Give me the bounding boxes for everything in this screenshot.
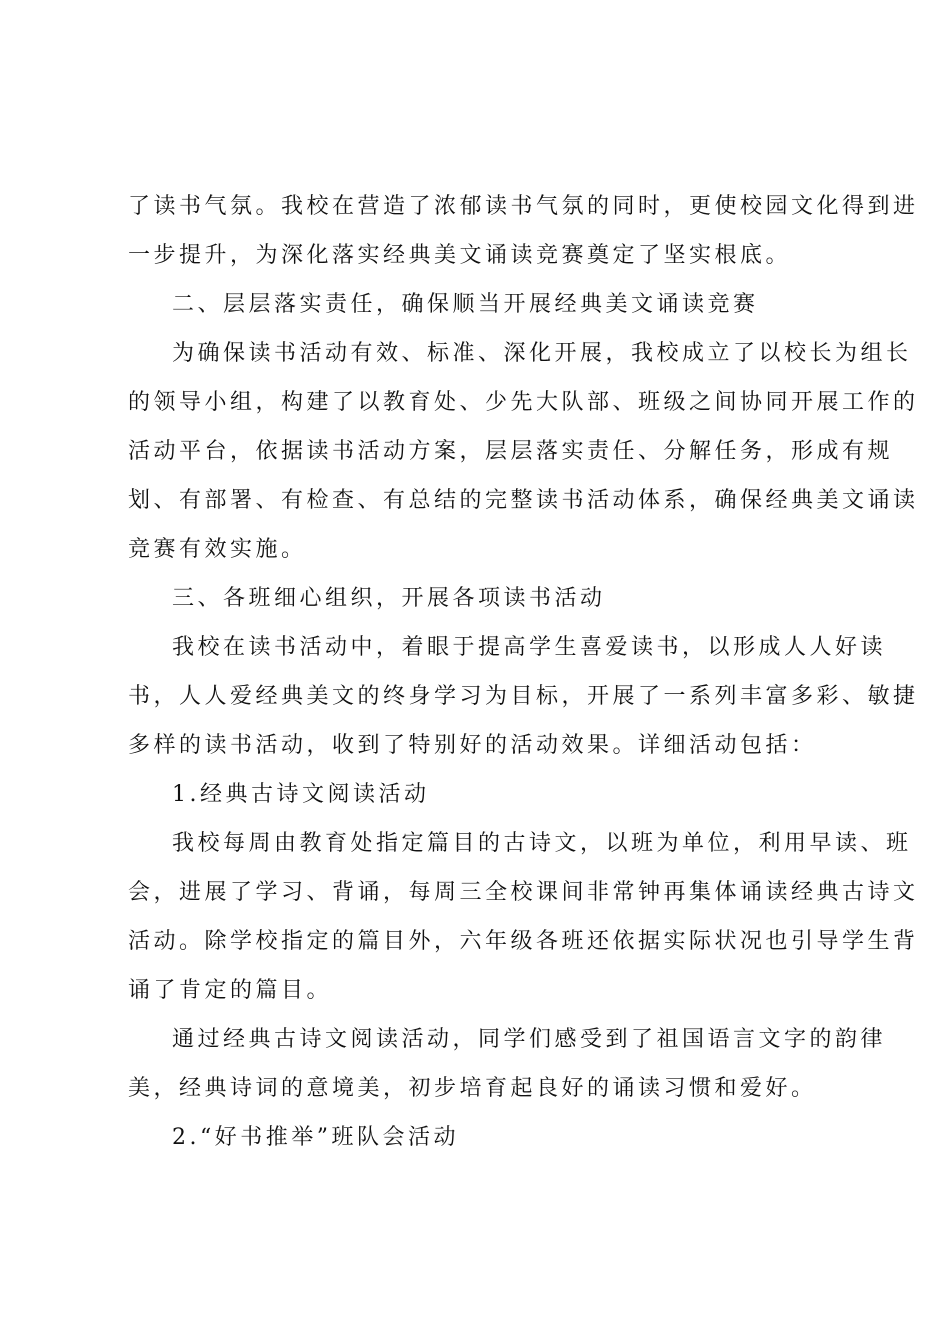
paragraph-line: 了读书气氛。我校在营造了浓郁读书气氛的同时，更使校园文化得到进 xyxy=(128,194,919,219)
paragraph-line: 通过经典古诗文阅读活动，同学们感受到了祖国语言文字的韵律 xyxy=(172,1027,887,1052)
paragraph-line: 美，经典诗词的意境美，初步培育起良好的诵读习惯和爱好。 xyxy=(128,1076,817,1101)
paragraph-line: 的领导小组，构建了以教育处、少先大队部、班级之间协同开展工作的 xyxy=(128,390,919,415)
subsection-heading-1: 1.经典古诗文阅读活动 xyxy=(172,782,430,807)
paragraph-line: 会，进展了学习、背诵，每周三全校课间非常钟再集体诵读经典古诗文 xyxy=(128,880,919,905)
paragraph-line: 我校每周由教育处指定篇目的古诗文，以班为单位，利用早读、班 xyxy=(172,831,912,856)
paragraph-line: 一步提升，为深化落实经典美文诵读竞赛奠定了坚实根底。 xyxy=(128,243,792,268)
paragraph-line: 我校在读书活动中，着眼于提高学生喜爱读书，以形成人人好读 xyxy=(172,635,887,660)
paragraph-line: 活动。除学校指定的篇目外，六年级各班还依据实际状况也引导学生背 xyxy=(128,929,919,954)
paragraph-line: 为确保读书活动有效、标准、深化开展，我校成立了以校长为组长 xyxy=(172,341,912,366)
section-heading-2: 二、层层落实责任，确保顺当开展经典美文诵读竞赛 xyxy=(172,292,759,317)
paragraph-line: 划、有部署、有检查、有总结的完整读书活动体系，确保经典美文诵读 xyxy=(128,488,919,513)
paragraph-line: 诵了肯定的篇目。 xyxy=(128,978,333,1003)
section-heading-3: 三、各班细心组织，开展各项读书活动 xyxy=(172,586,606,611)
paragraph-line: 书，人人爱经典美文的终身学习为目标，开展了一系列丰富多彩、敏捷 xyxy=(128,684,919,709)
paragraph-line: 活动平台，依据读书活动方案，层层落实责任、分解任务，形成有规 xyxy=(128,439,894,464)
paragraph-line: 多样的读书活动，收到了特别好的活动效果。详细活动包括： xyxy=(128,733,817,758)
subsection-heading-2: 2.“好书推举”班队会活动 xyxy=(172,1125,459,1150)
paragraph-line: 竞赛有效实施。 xyxy=(128,537,307,562)
